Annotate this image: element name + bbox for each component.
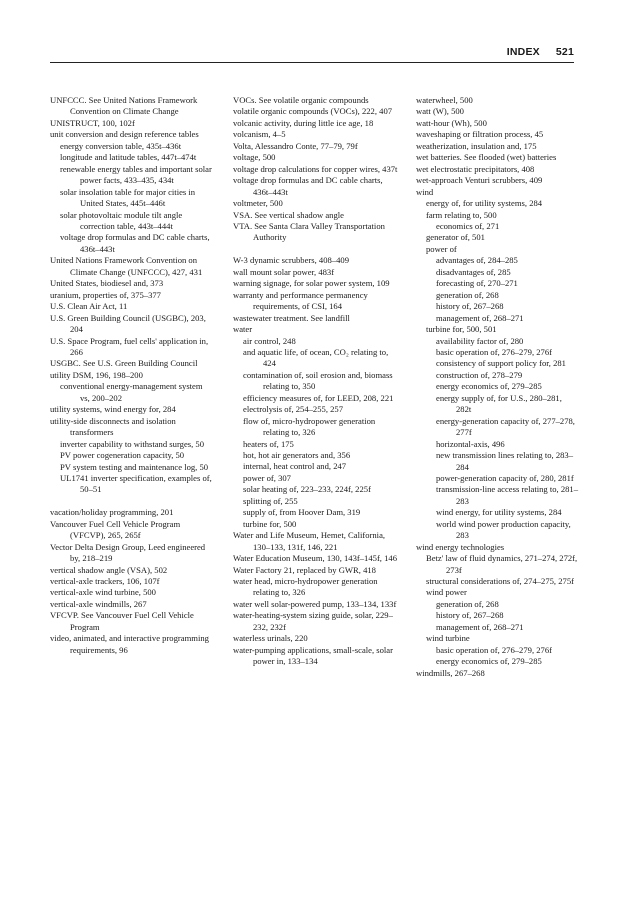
index-entry: wind energy technologies xyxy=(416,541,505,552)
index-entry: U.S. Green Building Council (USGBC), 203, 204 xyxy=(50,312,206,335)
index-entry: watt (W), 500 xyxy=(416,106,464,117)
index-entry: waterless urinals, 220 xyxy=(233,633,308,644)
index-subentry: Betz' law of fluid dynamics, 271–274, 272f, 273f xyxy=(426,553,578,575)
index-entry: waveshaping or filtration process, 45 xyxy=(416,129,544,140)
index-subentry: forecasting of, 270–271 xyxy=(436,278,518,289)
index-subentry: renewable energy tables and important solar power facts, 433–435, 434t xyxy=(60,163,212,186)
index-entry: voltage drop calculations for copper wires, 437t xyxy=(233,163,398,174)
index-entry: unit conversion and design reference tables xyxy=(50,129,199,140)
index-subentry: conventional energy-management system vs, 200–202 xyxy=(60,381,203,403)
index-entry: wall mount solar power, 483f xyxy=(233,266,335,277)
index-entry: water-heating-system sizing guide, solar, 229–232, 232f xyxy=(233,610,393,632)
index-entry: Vancouver Fuel Cell Vehicle Program (VFCVP), 265, 265f xyxy=(50,518,181,541)
index-subentry: energy conversion table, 435t–436t xyxy=(60,140,182,151)
index-entry: warranty and performance permanency requirements, of CSI, 164 xyxy=(233,289,368,312)
index-subentry: solar photovoltaic module tilt angle correction table, 443t–444t xyxy=(60,209,183,231)
index-entry: warning signage, for solar power system, 109 xyxy=(233,278,390,289)
index-entry: wastewater treatment. See landfill xyxy=(233,312,350,323)
index-subentry: disadvantages of, 285 xyxy=(436,266,511,277)
index-entry: water well solar-powered pump, 133–134, 133f xyxy=(233,598,397,609)
index-entry: Vector Delta Design Group, Leed engineered by, 218–219 xyxy=(50,541,206,564)
index-entry: VOCs. See volatile organic compounds xyxy=(233,95,369,105)
index-entry: volatile organic compounds (VOCs), 222, 407 xyxy=(233,106,393,117)
index-subentry: energy of, for utility systems, 284 xyxy=(426,198,543,209)
index-subentry: turbine for, 500, 501 xyxy=(426,324,497,335)
index-subentry: energy economics of, 279–285 xyxy=(436,656,542,667)
index-entry: Water Education Museum, 130, 143f–145f, 146 xyxy=(233,553,397,564)
index-subentry: splitting of, 255 xyxy=(243,495,298,506)
index-entry: utility DSM, 196, 198–200 xyxy=(50,369,143,380)
index-subentry: consistency of support policy for, 281 xyxy=(436,358,566,369)
index-entry: volcanic activity, during little ice age, 18 xyxy=(233,117,374,128)
index-entry: utility systems, wind energy for, 284 xyxy=(50,404,176,415)
index-entry: vacation/holiday programming, 201 xyxy=(50,507,174,518)
index-subentry: air control, 248 xyxy=(243,335,296,346)
index-subentry: internal, heat control and, 247 xyxy=(243,461,347,472)
index-entry: voltage drop formulas and DC cable charts, 436t–443t xyxy=(233,175,383,197)
index-subentry: wind power xyxy=(426,587,467,598)
index-subentry: advantages of, 284–285 xyxy=(436,255,518,266)
index-entry: vertical shadow angle (VSA), 502 xyxy=(50,564,168,575)
index-entry: VTA. See Santa Clara Valley Transportation Authority xyxy=(233,220,385,243)
index-subentry: basic operation of, 276–279, 276f xyxy=(436,644,552,655)
index-subentry: generation of, 268 xyxy=(436,598,499,609)
index-subentry: hot, hot air generators and, 356 xyxy=(243,450,351,461)
index-subentry: economics of, 271 xyxy=(436,220,500,231)
index-entry: utility-side disconnects and isolation transformers xyxy=(50,415,176,438)
index-entry: video, animated, and interactive programming requirements, 96 xyxy=(50,633,209,655)
index-entry: UNFCCC. See United Nations Framework Convention on Climate Change xyxy=(50,95,198,117)
index-subentry: history of, 267–268 xyxy=(436,610,504,621)
index-entry: Water and Life Museum, Hemet, California, 130–133, 131f, 146, 221 xyxy=(233,530,386,552)
index-entry: weatherization, insulation and, 175 xyxy=(416,140,537,151)
index-column-3 xyxy=(416,95,578,679)
index-subentry: and aquatic life, of ocean, CO₂ relating to, 424 xyxy=(243,346,389,369)
index-subentry: PV power cogeneration capacity, 50 xyxy=(60,450,185,461)
index-subentry: power of xyxy=(426,243,457,254)
index-gap xyxy=(50,496,214,507)
index-subentry: world wind power production capacity, 283 xyxy=(436,518,571,541)
index-entry: uranium, properties of, 375–377 xyxy=(50,289,161,300)
index-subentry: new transmission lines relating to, 283–284 xyxy=(436,450,574,472)
index-entry: vertical-axle trackers, 106, 107f xyxy=(50,576,160,587)
index-entry: USGBC. See U.S. Green Building Council xyxy=(50,358,198,369)
running-header xyxy=(50,46,574,60)
index-entry: water-pumping applications, small-scale, solar power in, 133–134 xyxy=(233,644,393,667)
index-subentry: transmission-line access relating to, 281–283 xyxy=(436,484,579,506)
index-entry: wet batteries. See flooded (wet) batteries xyxy=(416,152,557,163)
index-column-1 xyxy=(50,95,214,656)
index-entry: U.S. Space Program, fuel cells' application in, 266 xyxy=(50,335,209,357)
index-subentry: horizontal-axis, 496 xyxy=(436,438,505,449)
index-subentry: farm relating to, 500 xyxy=(426,209,497,220)
index-entry: VSA. See vertical shadow angle xyxy=(233,209,344,220)
index-entry: volcanism, 4–5 xyxy=(233,129,286,140)
index-subentry: power-generation capacity of, 280, 281f xyxy=(436,472,574,483)
index-subentry: flow of, micro-hydropower generation relating to, 326 xyxy=(243,415,376,438)
index-subentry: energy economics of, 279–285 xyxy=(436,381,542,392)
index-subentry: generator of, 501 xyxy=(426,232,485,243)
index-entry: waterwheel, 500 xyxy=(416,95,473,105)
index-entry: water head, micro-hydropower generation relating to, 326 xyxy=(233,576,378,598)
index-entry: vertical-axle wind turbine, 500 xyxy=(50,587,156,598)
index-subentry: longitude and latitude tables, 447t–474t xyxy=(60,152,197,163)
index-entry: wet-approach Venturi scrubbers, 409 xyxy=(416,175,543,186)
index-entry: Volta, Alessandro Conte, 77–79, 79f xyxy=(233,140,358,151)
index-entry: U.S. Clean Air Act, 11 xyxy=(50,301,128,312)
index-subentry: history of, 267–268 xyxy=(436,301,504,312)
index-entry: water xyxy=(233,324,253,335)
index-subentry: heaters of, 175 xyxy=(243,438,294,449)
index-subentry: solar insolation table for major cities in United States, 445t–446t xyxy=(60,186,196,209)
page-number: 521 xyxy=(555,46,574,58)
index-entry: wind xyxy=(416,186,434,197)
index-subentry: availability factor of, 280 xyxy=(436,335,524,346)
index-subentry: contamination of, soil erosion and, biomass relating to, 350 xyxy=(243,369,393,392)
index-gap xyxy=(233,244,399,255)
index-subentry: PV system testing and maintenance log, 50 xyxy=(60,461,209,472)
index-subentry: basic operation of, 276–279, 276f xyxy=(436,346,552,357)
index-entry: VFCVP. See Vancouver Fuel Cell Vehicle Program xyxy=(50,610,194,632)
index-subentry: inverter capability to withstand surges, 50 xyxy=(60,438,204,449)
index-subentry: voltage drop formulas and DC cable charts, 436t–443t xyxy=(60,232,210,254)
index-entry: Water Factory 21, replaced by GWR, 418 xyxy=(233,564,376,575)
index-subentry: efficiency measures of, for LEED, 208, 221 xyxy=(243,392,394,403)
index-entry: voltage, 500 xyxy=(233,152,276,163)
index-subentry: wind energy, for utility systems, 284 xyxy=(436,507,562,518)
header-rule xyxy=(50,62,574,63)
index-subentry: energy supply of, for U.S., 280–281, 282t xyxy=(436,392,562,415)
index-subentry: supply of, from Hoover Dam, 319 xyxy=(243,507,361,518)
index-subentry: electrolysis of, 254–255, 257 xyxy=(243,404,344,415)
index-subentry: UL1741 inverter specification, examples of, 50–51 xyxy=(60,472,212,495)
index-entry: vertical-axle windmills, 267 xyxy=(50,598,147,609)
index-entry: W-3 dynamic scrubbers, 408–409 xyxy=(233,255,349,266)
index-entry: watt-hour (Wh), 500 xyxy=(416,117,487,128)
index-subentry: power of, 307 xyxy=(243,472,291,483)
index-entry: wet electrostatic precipitators, 408 xyxy=(416,163,535,174)
index-subentry: energy-generation capacity of, 277–278, 277f xyxy=(436,415,575,438)
index-entry: United States, biodiesel and, 373 xyxy=(50,278,164,289)
index-subentry: management of, 268–271 xyxy=(436,621,524,632)
index-entry: windmills, 267–268 xyxy=(416,667,485,678)
index-column-2 xyxy=(233,95,399,668)
index-entry: United Nations Framework Convention on Climate Change (UNFCCC), 427, 431 xyxy=(50,255,203,277)
index-subentry: wind turbine xyxy=(426,633,470,644)
index-entry: voltmeter, 500 xyxy=(233,198,283,209)
index-subentry: structural considerations of, 274–275, 275f xyxy=(426,576,574,587)
index-subentry: solar heating of, 223–233, 224f, 225f xyxy=(243,484,371,495)
index-subentry: turbine for, 500 xyxy=(243,518,297,529)
index-entry: UNISTRUCT, 100, 102f xyxy=(50,117,135,128)
header-title: INDEX xyxy=(506,46,540,58)
index-subentry: generation of, 268 xyxy=(436,289,499,300)
index-subentry: management of, 268–271 xyxy=(436,312,524,323)
index-subentry: construction of, 278–279 xyxy=(436,369,523,380)
